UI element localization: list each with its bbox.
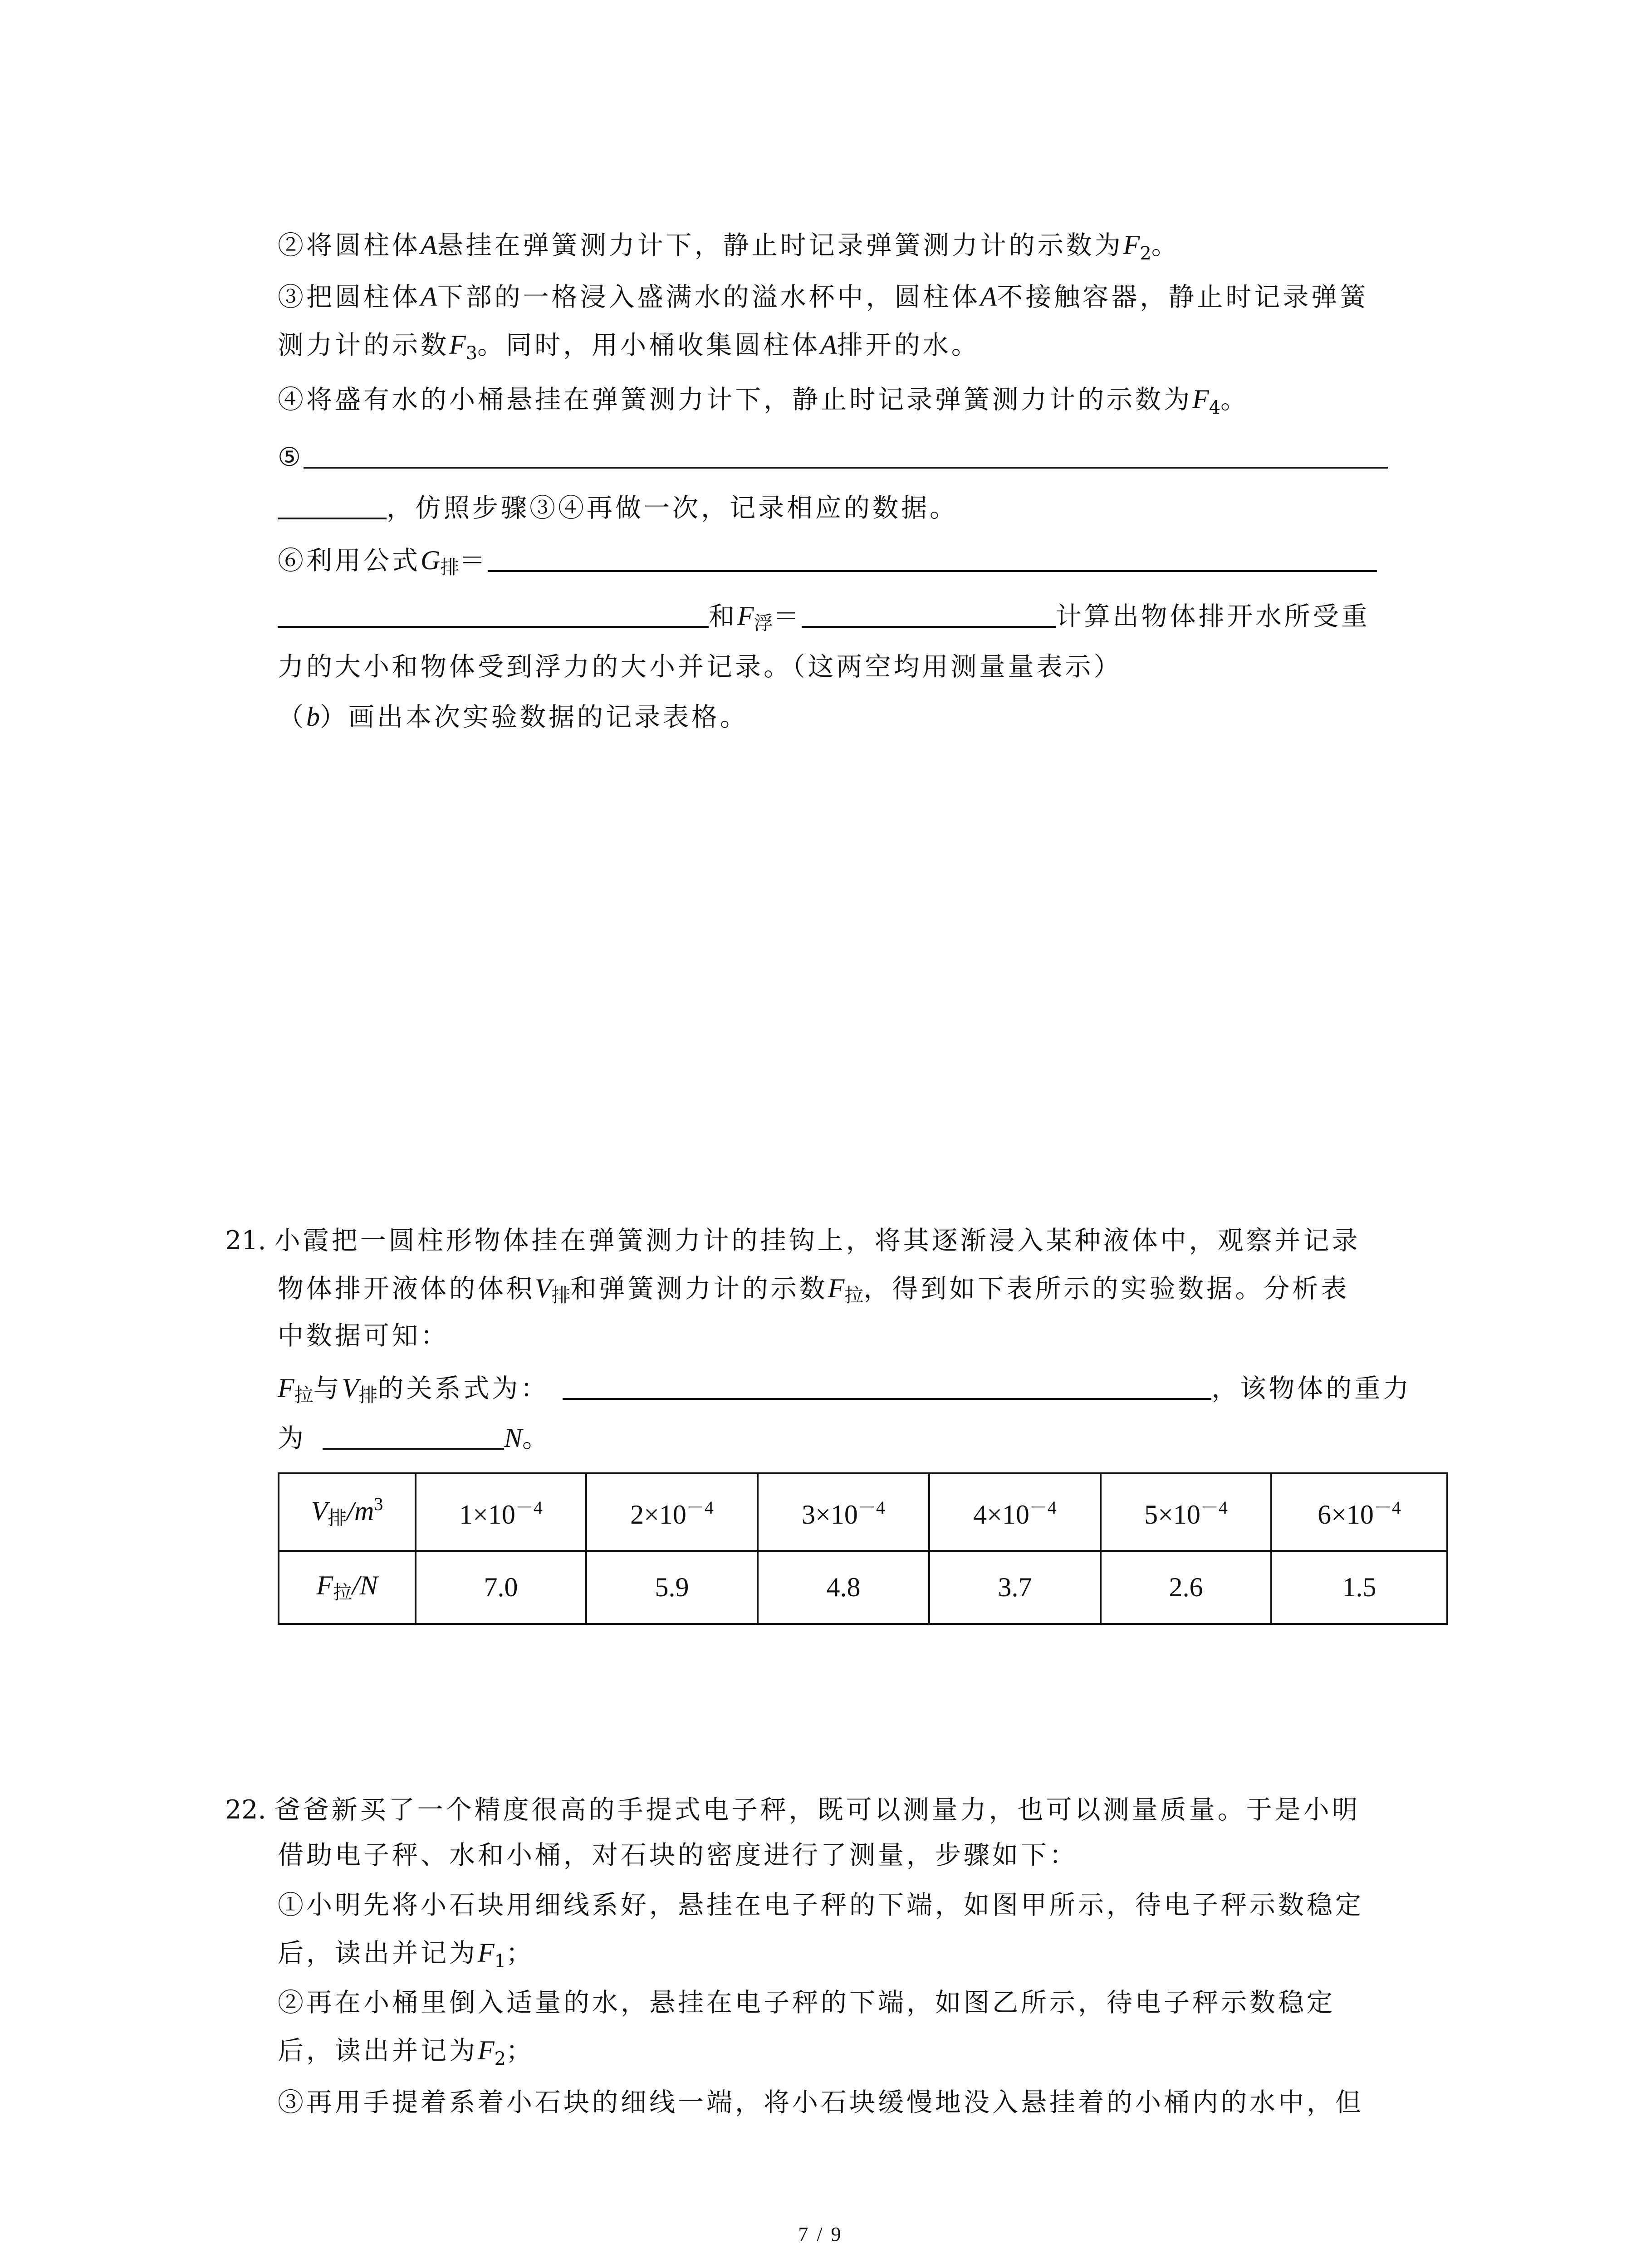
table-cell: 1.5 — [1271, 1551, 1447, 1624]
table-cell: 5.9 — [586, 1551, 758, 1624]
q20-step4: ④将盛有水的小桶悬挂在弹簧测力计下，静止时记录弹簧测力计的示数为$F_4$。 — [278, 384, 1249, 418]
q20-step5-line2: ，仿照步骤③④再做一次，记录相应的数据。 — [278, 490, 958, 526]
q22-line7: ③再用手提着系着小石块的细线一端，将小石块缓慢地没入悬挂着的小桶内的水中，但 — [278, 2087, 1364, 2117]
data-table — [278, 1472, 1448, 1625]
answer-blank[interactable] — [304, 440, 1388, 469]
q22-line2: 借助电子秤、水和小桶，对石块的密度进行了测量，步骤如下： — [278, 1840, 1078, 1870]
q20-step5-line1: ⑤ — [278, 439, 1388, 475]
table-cell: $6\times 10^{-4}$ — [1271, 1473, 1447, 1551]
q22-line1: 22. 爸爸新买了一个精度很高的手提式电子秤，既可以测量力，也可以测量质量。于是小明 — [225, 1795, 1361, 1825]
table-cell: $2\times 10^{-4}$ — [586, 1473, 758, 1551]
table-header-volume: V排$/m^3$ — [279, 1473, 416, 1551]
answer-blank[interactable] — [488, 544, 1377, 572]
q21-line3: 中数据可知： — [278, 1321, 449, 1351]
table-cell: $4\times 10^{-4}$ — [929, 1473, 1101, 1551]
table-header-force: F拉/N — [279, 1551, 416, 1624]
q21-line5: 为 N。 — [278, 1420, 551, 1457]
table-cell: $5\times 10^{-4}$ — [1101, 1473, 1271, 1551]
table-cell: 2.6 — [1101, 1551, 1271, 1624]
q22-line4: 后，读出并记为$F_1$； — [278, 1938, 535, 1972]
q20-step2: ②将圆柱体A悬挂在弹簧测力计下，静止时记录弹簧测力计的示数为$F_2$。 — [278, 230, 1180, 264]
answer-blank[interactable] — [278, 491, 387, 519]
q22-line3: ①小明先将小石块用细线系好，悬挂在电子秤的下端，如图甲所示，待电子秤示数稳定 — [278, 1890, 1364, 1920]
table-row — [279, 1473, 1447, 1551]
page-number: 7 / 9 — [798, 2223, 843, 2245]
table-cell: $1\times 10^{-4}$ — [416, 1473, 586, 1551]
q21-line2: 物体排开液体的体积V排和弹簧测力计的示数F拉，得到如下表所示的实验数据。分析表 — [278, 1273, 1350, 1306]
table-cell: 7.0 — [416, 1551, 586, 1624]
answer-blank[interactable] — [563, 1372, 1211, 1400]
table-cell: 3.7 — [929, 1551, 1101, 1624]
table-cell: $3\times 10^{-4}$ — [758, 1473, 929, 1551]
q20-step6-line2: 和F浮＝ 计算出物体排开水所受重 — [278, 598, 1370, 641]
q20-step3-line2: 测力计的示数$F_3$。同时，用小桶收集圆柱体A排开的水。 — [278, 330, 980, 364]
q20-step6-line1: ⑥利用公式G排＝ — [278, 542, 1377, 586]
answer-blank[interactable] — [278, 600, 709, 628]
q22-line5: ②再在小桶里倒入适量的水，悬挂在电子秤的下端，如图乙所示，待电子秤示数稳定 — [278, 1988, 1335, 2018]
q22-line6: 后，读出并记为$F_2$； — [278, 2035, 535, 2069]
q20-step6-line3: 力的大小和物体受到浮力的大小并记录。（这两空均用测量量表示） — [278, 652, 1122, 682]
answer-blank[interactable] — [323, 1422, 504, 1450]
q20-step3-line1: ③把圆柱体A下部的一格浸入盛满水的溢水杯中，圆柱体A不接触容器，静止时记录弹簧 — [278, 282, 1369, 312]
q21-line4: F拉与V排的关系式为： ，该物体的重力 — [278, 1370, 1411, 1413]
q21-line1: 21. 小霞把一圆柱形物体挂在弹簧测力计的挂钩上，将其逐渐浸入某种液体中，观察并记录 — [225, 1226, 1361, 1256]
table-cell: 4.8 — [758, 1551, 929, 1624]
table-row — [279, 1551, 1447, 1624]
q20-part-b: （b）画出本次实验数据的记录表格。 — [278, 702, 749, 732]
answer-blank[interactable] — [802, 600, 1056, 628]
